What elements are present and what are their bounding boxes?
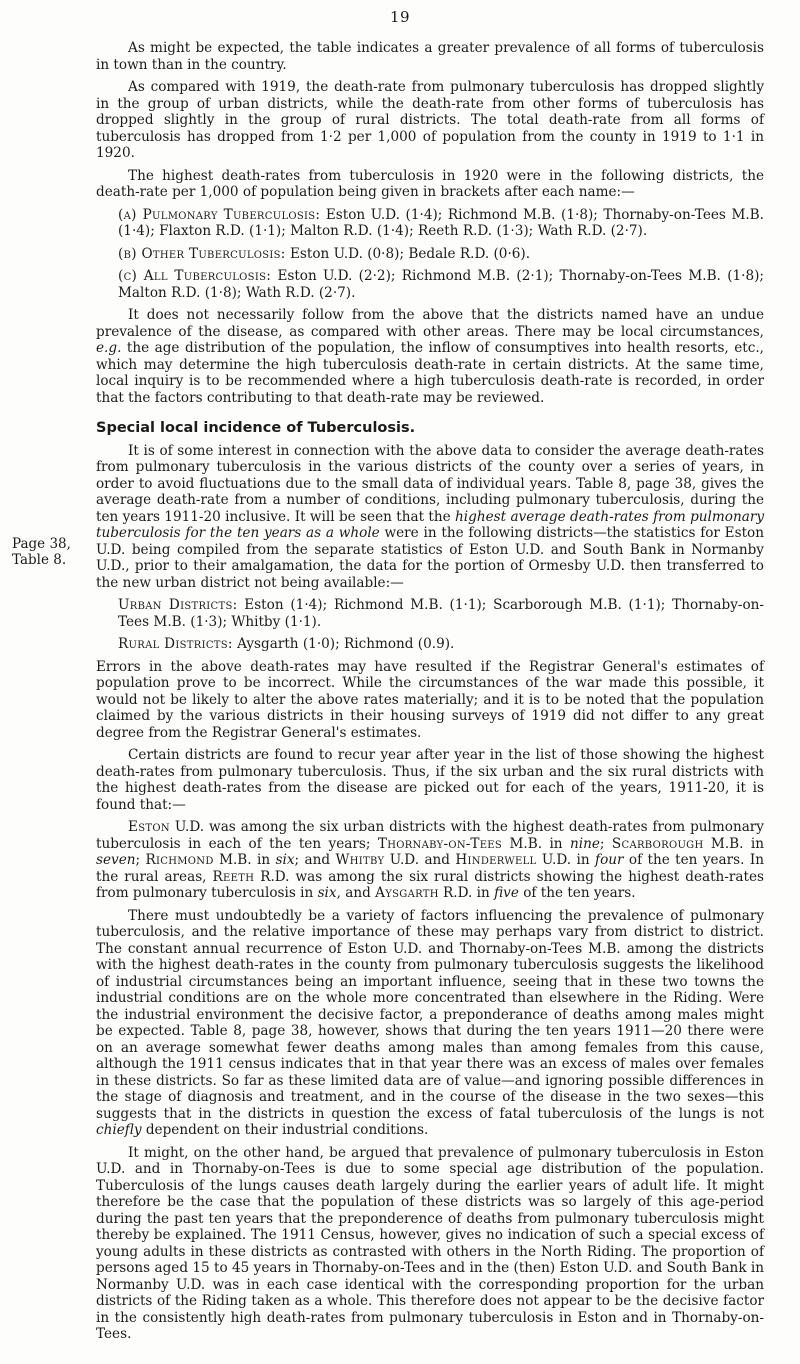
list-item-b: [96, 246, 764, 263]
urban-districts-list: [96, 597, 764, 630]
district-name: Hinderwell: [455, 852, 537, 868]
list-item-a: [96, 207, 764, 240]
text-run: five: [494, 885, 519, 901]
list-label: (b) Other Tuberculosis:: [118, 245, 286, 262]
list-label: (c) All Tuberculosis:: [118, 268, 272, 284]
text-run: were in the following districts—the statistics for Eston U.D. being compiled from the separate statistics of Eston U.D. and South Bank in Normanby U.D., prior to their amalgamation, the data for the portion of Ormesby U.D. then transferred to the new urban district not being available:—: [96, 525, 764, 591]
text-run: nine: [569, 835, 600, 852]
text-run: It does not necessarily follow from the above that the districts named have an undue prevalence of the disease, as compared with other areas. There may be local circumstances,: [96, 307, 764, 340]
paragraph: [96, 819, 764, 902]
text-run: four: [595, 852, 624, 868]
list-text: Eston U.D. (1·4); Richmond M.B. (1·8); Thornaby-on-Tees M.B. (1·4); Flaxton R.D. (1·1); Malton R.D. (1·4); Reeth R.D. (1·3); Wath R.D. (2·7).: [118, 206, 764, 239]
paragraph: [96, 443, 764, 592]
margin-note: [12, 536, 71, 568]
text-run: six: [317, 885, 337, 901]
text-run: of the ten years.: [518, 885, 636, 901]
paragraph: [96, 908, 764, 1139]
text-run: R.D. in: [438, 885, 495, 901]
text-run: of the ten years. In the rural areas,: [96, 852, 764, 885]
text-run: ; and: [294, 852, 336, 868]
text-run: seven: [96, 852, 136, 868]
rural-districts-list: [96, 636, 764, 653]
list-text: Eston U.D. (2·2); Richmond M.B. (2·1); Thornaby-on-Tees M.B. (1·8); Malton R.D. (1·8); Wath R.D. (2·7).: [118, 268, 765, 301]
page-number: 19: [389, 8, 411, 26]
paragraph: Certain districts are found to recur year after year in the list of those showing the highest death-rates from pulmonary tuberculosis. Thus, if the six urban and the six rural districts with the highest death-rates from the disease are picked out for each of the years, 1911-20, it is found that:—: [96, 747, 764, 813]
paragraph: As compared with 1919, the death-rate from pulmonary tuberculosis has dropped slightly in the group of urban districts, while the death-rate from other forms of tuberculosis has dropped slightly in the group of rural districts. The total death-rate from all forms of tuberculosis has dropped from 1·2 per 1,000 of population from the county in 1919 to 1·1 in 1920.: [96, 79, 764, 161]
text-run: chiefly: [96, 1122, 142, 1138]
text-run: M.B. in: [213, 852, 276, 868]
paragraph: Errors in the above death-rates may have resulted if the Registrar General's estimates of population prove to be incorrect. While the circumstances of the war made this possible, it would not be likely to alter the above rates materially; and it is to be noted that the population claimed by the various districts in their housing surveys of 1919 did not differ to any great degree from the Registrar General's estimates.: [96, 658, 764, 741]
list-text: Aysgarth (1·0); Richmond (0.9).: [232, 636, 455, 652]
paragraph: It might, on the other hand, be argued that prevalence of pulmonary tuberculosis in Eston U.D. and in Thornaby-on-Tees is due to some special age distribution of the population. Tuberculosis of the lungs causes death largely during the earlier years of adult life. It might therefore be the case that the population of these districts was so largely of this age-period during the past ten years that the preponderence of deaths from pulmonary tuberculosis might thereby be explained. The 1911 Census, however, gives no indication of such a special excess of young adults in these districts as contrasted with others in the North Riding. The proportion of persons aged 15 to 45 years in Thornaby-on-Tees and in the (then) Eston U.D. and South Bank in Normanby U.D. was in each case identical with the corresponding proportion for the urban districts of the Riding taken as a whole. This therefore does not appear to be the decisive factor in the consistently high death-rates from pulmonary tuberculosis in Eston and in Thornaby-on-Tees.: [96, 1144, 764, 1342]
text-run: dependent on their industrial conditions.: [141, 1122, 429, 1138]
text-run: R.D. was among the six rural districts showing the highest death-rates from pulmonary tuberculosis in: [96, 868, 764, 901]
text-run: U.D. was among the six urban districts with the highest death-rates from pulmonary tuberculosis in each of the ten years;: [96, 819, 764, 852]
paragraph: As might be expected, the table indicates a greater prevalence of all forms of tuberculosis in town than in the country.: [96, 40, 764, 73]
text-run: , and: [336, 885, 376, 901]
text-run: There must undoubtedly be a variety of factors influencing the prevalence of pulmonary tuberculosis, and the relative importance of these may perhaps vary from district to district. The constant annual recurrence of Eston U.D. and Thornaby-on-Tees M.B. among the districts with the highest death-rates in the county from pulmonary tuberculosis suggests the likelihood of industrial circumstances being an important influence, seeing that in these two towns the industrial conditions are on the whole more concentrated than elsewhere in the Riding. Were the industrial environment the decisive factor, a preponderance of deaths among males might be expected. Table 8, page 38, however, shows that during the ten years 1911—20 there were on an average somewhat fewer deaths among males than among females from this cause, although the 1911 census indicates that in that year there was an excess of males over females in these districts. So far as these limited data are of value—and ignoring possible differences in the stage of diagnosis and treatment, and in the course of the disease in the two sexes—this suggests that in the districts in question the excess of fatal tuberculosis of the lungs is not: [96, 907, 764, 1122]
district-name: Reeth: [212, 868, 255, 885]
district-name: Scarborough: [611, 835, 704, 852]
text-run: M.B. in: [703, 835, 764, 852]
text-run: the age distribution of the population, the inflow of consumptives into health resorts, etc., which may determine the high tuberculosis death-rate in certain districts. At the same time, local inquiry is to be recommended where a high tuberculosis death-rate is recorded, in order that the factors contributing to that death-rate may be reviewed.: [96, 340, 764, 406]
margin-note-table: Table 8.: [12, 552, 67, 568]
text-run: six: [275, 852, 295, 868]
list-label: (a) Pulmonary Tuberculosis:: [118, 206, 321, 223]
margin-note-page: Page 38,: [12, 536, 71, 552]
text-run: highest average death-rates from pulmonary tuberculosis for the ten years as a whole: [96, 508, 765, 541]
district-name: Eston: [128, 819, 170, 835]
text-run: ;: [135, 852, 146, 868]
text-run: M.B. in: [502, 835, 570, 852]
text-run: U.D. and: [384, 852, 456, 868]
text-run: ;: [599, 835, 612, 852]
district-name: Richmond: [145, 852, 214, 868]
text-run: e.g.: [96, 340, 122, 356]
list-item-c: [96, 268, 764, 301]
paragraph: [96, 307, 764, 406]
section-heading: Special local incidence of Tuberculosis.: [96, 420, 416, 436]
paragraph: The highest death-rates from tuberculosis in 1920 were in the following districts, the death-rate per 1,000 of population being given in brackets after each name:—: [96, 167, 764, 200]
district-name: Aysgarth: [375, 885, 439, 901]
district-name: Thornaby-on-Tees: [377, 835, 503, 852]
text-run: It is of some interest in connection with the above data to consider the average death-rates from pulmonary tuberculosis in the various districts of the county over a series of years, in order to avoid fluctuations due to the small data of individual years. Table 8, page 38, gives the average death-rate from a number of conditions, including pulmonary tuberculosis, during the ten years 1911-20 inclusive. It will be seen that the: [96, 442, 764, 525]
list-text: Eston U.D. (0·8); Bedale R.D. (0·6).: [285, 245, 531, 262]
list-text: Eston (1·4); Richmond M.B. (1·1); Scarborough M.B. (1·1); Thornaby-on-Tees M.B. (1·3); Whitby (1·1).: [118, 597, 765, 630]
document-body: [96, 40, 764, 1349]
text-run: U.D. in: [536, 852, 596, 868]
list-label: Rural Districts:: [118, 636, 233, 652]
district-name: Whitby: [335, 852, 385, 868]
list-label: Urban Districts:: [118, 597, 238, 613]
